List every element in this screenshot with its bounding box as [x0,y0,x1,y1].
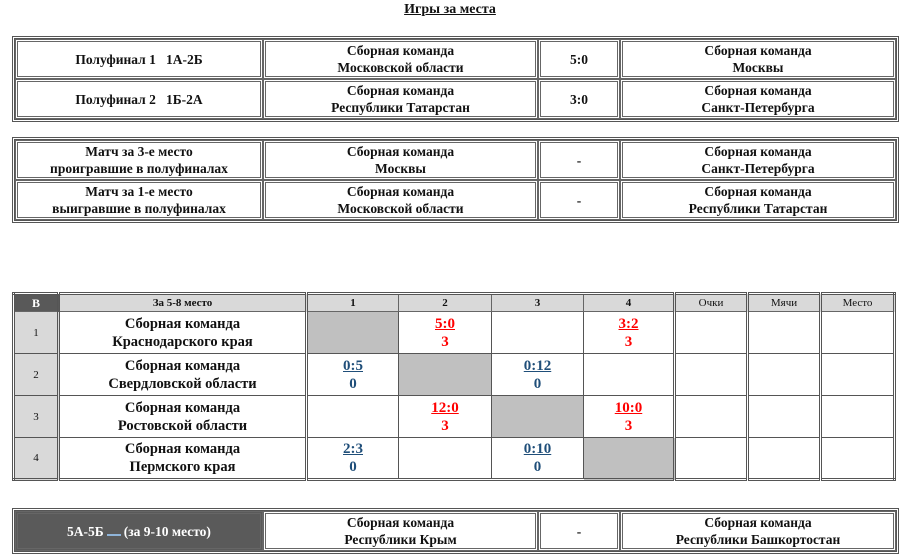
score-cell: - [538,511,620,551]
team2-cell: Сборная команда Санкт-Петербурга [620,140,896,180]
header-row [14,294,895,312]
match-points: 0 [349,375,357,392]
match-score-link[interactable]: 5:0 [435,315,455,332]
team1-cell: Сборная команда Москвы [263,140,538,180]
match-score-link[interactable]: 0:5 [343,357,363,374]
col-header: 1 [307,294,399,312]
score-cell: 3:0 [538,79,620,119]
balls-cell [748,312,821,354]
final-label: Матч за 1-е место выигравшие в полуфиналах [15,180,263,220]
text-cursor-icon [107,534,121,536]
self-match-cell [492,396,584,438]
result-cell [492,354,584,396]
match-points: 3 [441,333,449,350]
balls-header: Мячи [748,294,821,312]
match-points: 0 [533,375,542,392]
title-header: За 5-8 место [59,294,307,312]
semifinals-table [12,36,899,122]
place-header: Место [821,294,895,312]
score-cell: - [538,180,620,220]
place-cell [821,396,895,438]
team-name: Сборная команда Краснодарского края [59,312,307,354]
team-name: Сборная команда Пермского края [59,438,307,480]
match-points: 0 [349,459,357,475]
score-cell: 5:0 [538,39,620,79]
self-match-cell [399,354,492,396]
balls-cell [748,354,821,396]
team-row [14,438,895,480]
points-header: Очки [675,294,748,312]
match-score-link[interactable]: 3:2 [618,315,639,332]
semifinal-label: Полуфинал 1 1А-2Б [15,39,263,79]
team2-cell: Сборная команда Республики Татарстан [620,180,896,220]
group-header: В [14,294,59,312]
match-score-link[interactable]: 2:3 [343,441,363,457]
match-points: 3 [441,417,449,434]
match-points: 3 [624,417,633,434]
balls-cell [748,438,821,480]
points-cell [675,396,748,438]
team2-cell: Сборная команда Москвы [620,39,896,79]
result-cell [492,312,584,354]
points-cell [675,354,748,396]
team-row [14,312,895,354]
row-number: 1 [14,312,59,354]
round-robin-table [12,292,896,481]
team-row [14,396,895,438]
result-cell [492,438,584,480]
result-cell [584,354,675,396]
place-cell [821,354,895,396]
final-row [15,180,896,220]
semifinal-row [15,79,896,119]
result-cell [584,312,675,354]
match-points: 0 [533,459,542,475]
placement-label: 5А-5Б (за 9-10 место) [15,511,263,551]
team1-cell: Сборная команда Республики Крым [263,511,538,551]
match-score-link[interactable]: 0:12 [523,357,552,374]
points-cell [675,312,748,354]
row-number: 4 [14,438,59,480]
result-cell [307,354,399,396]
col-header: 4 [584,294,675,312]
self-match-cell [584,438,675,480]
col-header: 2 [399,294,492,312]
team1-cell: Сборная команда Московской области [263,39,538,79]
result-cell [307,396,399,438]
match-score-link[interactable]: 12:0 [431,399,459,416]
match-score-link[interactable]: 10:0 [614,399,643,416]
placement-9-10-table [12,508,899,554]
match-score-link[interactable]: 0:10 [523,441,552,457]
team2-cell: Сборная команда Санкт-Петербурга [620,79,896,119]
self-match-cell [307,312,399,354]
team-name: Сборная команда Свердловской области [59,354,307,396]
row-number: 3 [14,396,59,438]
semifinal-row [15,39,896,79]
team2-cell: Сборная команда Республики Башкортостан [620,511,896,551]
team1-cell: Сборная команда Республики Татарстан [263,79,538,119]
col-header: 3 [492,294,584,312]
final-row [15,140,896,180]
team-name: Сборная команда Ростовской области [59,396,307,438]
balls-cell [748,396,821,438]
score-cell: - [538,140,620,180]
team1-cell: Сборная команда Московской области [263,180,538,220]
result-cell [584,396,675,438]
result-cell [307,438,399,480]
team-row [14,354,895,396]
place-cell [821,312,895,354]
result-cell [399,312,492,354]
placement-row [15,511,896,551]
row-number: 2 [14,354,59,396]
result-cell [399,396,492,438]
semifinal-label: Полуфинал 2 1Б-2А [15,79,263,119]
finals-table [12,137,899,223]
match-points: 3 [624,333,633,350]
result-cell [399,438,492,480]
final-label: Матч за 3-е место проигравшие в полуфиналах [15,140,263,180]
points-cell [675,438,748,480]
page-title: Игры за места [404,2,496,17]
place-cell [821,438,895,480]
